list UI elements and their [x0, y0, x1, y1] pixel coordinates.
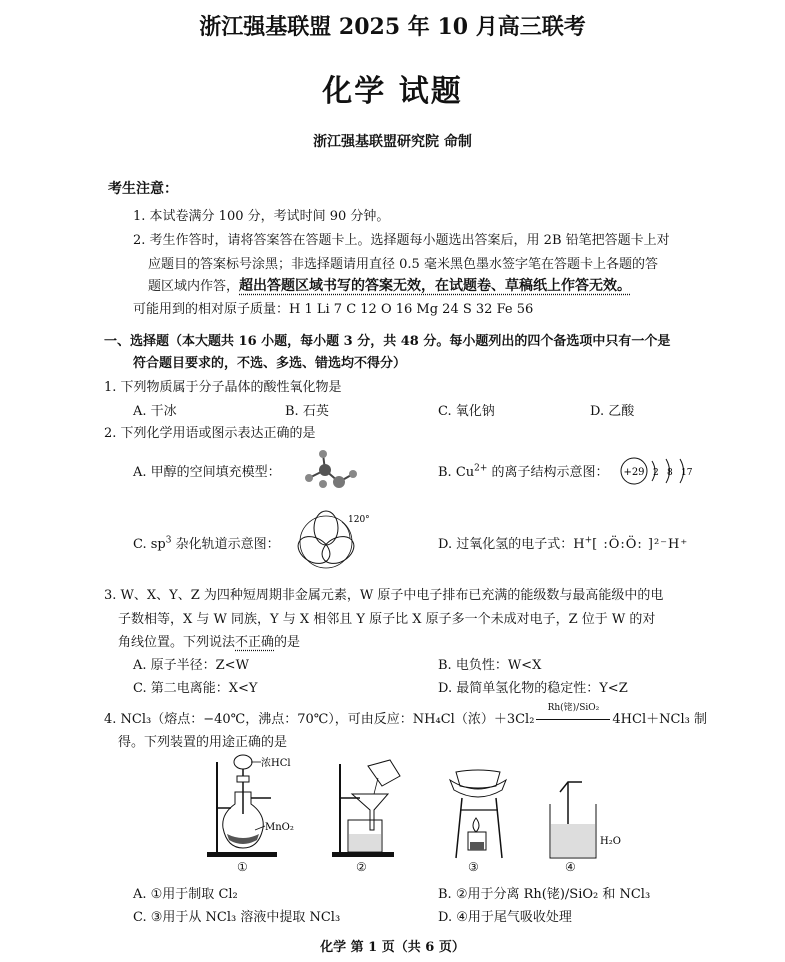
methanol-space-filling-model: [295, 446, 365, 494]
q1-option-b: B. 石英: [285, 404, 329, 419]
q2-d-formula: [ :Ö:Ö: ]²⁻H⁺: [592, 537, 689, 552]
shell-2: 8: [667, 468, 673, 478]
q4-option-c: C. ③用于从 NCl₃ 溶液中提取 NCl₃: [133, 910, 341, 925]
arrow-label: Rh(铑)/SiO₂: [547, 703, 600, 713]
q2-c-text: C. sp: [133, 537, 166, 552]
notice-emphasis: 超出答题区域书写的答案无效，在试题卷、草稿纸上作答无效。: [239, 278, 632, 294]
fig-label-3: ③: [468, 860, 479, 874]
fig4-water-label: H₂O: [600, 836, 621, 847]
notice-item-1: 1. 本试卷满分 100 分，考试时间 90 分钟。: [133, 209, 390, 224]
notice-item-2-line1: 2. 考生作答时，请将答案答在答题卡上。选择题每小题选出答案后，用 2B 铅笔把答题卡上对: [133, 233, 670, 248]
q3-line3-emph: 不正确: [235, 635, 275, 650]
atomic-masses: 可能用到的相对原子质量：H 1 Li 7 C 12 O 16 Mg 24 S 32 Fe 56: [133, 302, 534, 317]
q3-option-c: C. 第二电离能：X<Y: [133, 681, 258, 696]
apparatus-4-absorption: [544, 780, 624, 864]
q3-line3-post: 的是: [274, 635, 301, 650]
q3-option-a: A. 原子半径：Z<W: [133, 658, 249, 673]
section1-header-line1: 一、选择题（本大题共 16 小题，每小题 3 分，共 48 分。每小题列出的四个备选项中只有一个是: [104, 334, 671, 349]
exam-title: 浙江强基联盟 2025 年 10 月高三联考: [199, 14, 586, 40]
fig1-mno2-label: MnO₂: [265, 822, 294, 833]
notice-item-2-line2: 应题目的答案标号涂黑；非选择题请用直径 0.5 毫米黑色墨水签字笔在答题卡上各题的答: [148, 257, 658, 272]
q2-d-plus: +: [584, 535, 593, 546]
fig-label-1: ①: [237, 860, 248, 874]
q1-stem: 1. 下列物质属于分子晶体的酸性氧化物是: [104, 380, 342, 395]
q2-d-text: D. 过氧化氢的电子式：H: [438, 537, 585, 552]
page-footer: 化学 第 1 页（共 6 页）: [320, 940, 465, 955]
q2-stem: 2. 下列化学用语或图示表达正确的是: [104, 426, 316, 441]
q3-line3-pre: 角线位置。下列说法: [118, 635, 236, 650]
q2-option-d: [438, 533, 688, 552]
section1-header-line2: 符合题目要求的，不选、多选、错选均不得分）: [133, 356, 407, 371]
q1-option-c: C. 氧化钠: [438, 404, 495, 419]
fig1-hcl-label: 浓HCl: [261, 758, 291, 769]
q4-option-d: D. ④用于尾气吸收处理: [438, 910, 572, 925]
sp3-orbital-diagram: [292, 508, 372, 574]
shell-3: 17: [681, 468, 693, 478]
q4-option-b: B. ②用于分离 Rh(铑)/SiO₂ 和 NCl₃: [438, 887, 651, 902]
q2-b-charge: 2+: [474, 463, 488, 474]
q4-option-a: A. ①用于制取 Cl₂: [133, 887, 238, 902]
q2-c-sup: 3: [165, 535, 172, 546]
maker-line: 浙江强基联盟研究院 命制: [313, 134, 472, 150]
apparatus-2-filtration: [330, 758, 410, 862]
q1-option-d: D. 乙酸: [590, 404, 635, 419]
notice-title: 考生注意：: [108, 181, 178, 197]
q4-line1-pre: 4. NCl₃（熔点：−40℃，沸点：70℃），可由反应：NH₄Cl（浓）＋3Cl₂: [104, 712, 535, 727]
q4-line2: 得。下列装置的用途正确的是: [118, 735, 288, 750]
cu-ion-structure-diagram: [618, 456, 698, 486]
apparatus-3-evaporation: [440, 768, 520, 864]
q2-b-text-2: 的离子结构示意图：: [487, 465, 609, 480]
q2-option-a: A. 甲醇的空间填充模型：: [133, 465, 281, 480]
q4-line1: [104, 703, 707, 727]
q3-line2: 子数相等，X 与 W 同族，Y 与 X 相邻且 Y 原子比 X 原子多一个未成对电子，Z 位于 W 的对: [118, 612, 656, 627]
reaction-arrow: [534, 703, 612, 727]
q3-line1: 3. W、X、Y、Z 为四种短周期非金属元素，W 原子中电子排布已充满的能级数与最高能级中的电: [104, 588, 664, 603]
angle-label: 120°: [348, 515, 370, 525]
q2-c-text-2: 杂化轨道示意图：: [171, 537, 280, 552]
subject-title: 化学 试题: [322, 74, 463, 109]
notice-item-2-line3: [148, 275, 631, 295]
q3-option-d: D. 最简单氢化物的稳定性：Y<Z: [438, 681, 628, 696]
q2-option-c: [133, 533, 280, 552]
fig-label-4: ④: [565, 860, 576, 874]
apparatus-1-chlorine-generator: [205, 752, 305, 864]
q2-option-b: [438, 461, 609, 480]
fig-label-2: ②: [356, 860, 367, 874]
q3-option-b: B. 电负性：W<X: [438, 658, 542, 673]
notice-plain: 题区域内作答，: [148, 279, 240, 294]
q4-line1-post: 4HCl＋NCl₃ 制: [612, 712, 707, 727]
q2-b-text: B. Cu: [438, 465, 475, 480]
q1-option-a: A. 干冰: [133, 404, 177, 419]
q3-line3: [118, 631, 300, 650]
shell-1: 2: [653, 468, 659, 478]
nucleus-label: +29: [623, 467, 645, 478]
